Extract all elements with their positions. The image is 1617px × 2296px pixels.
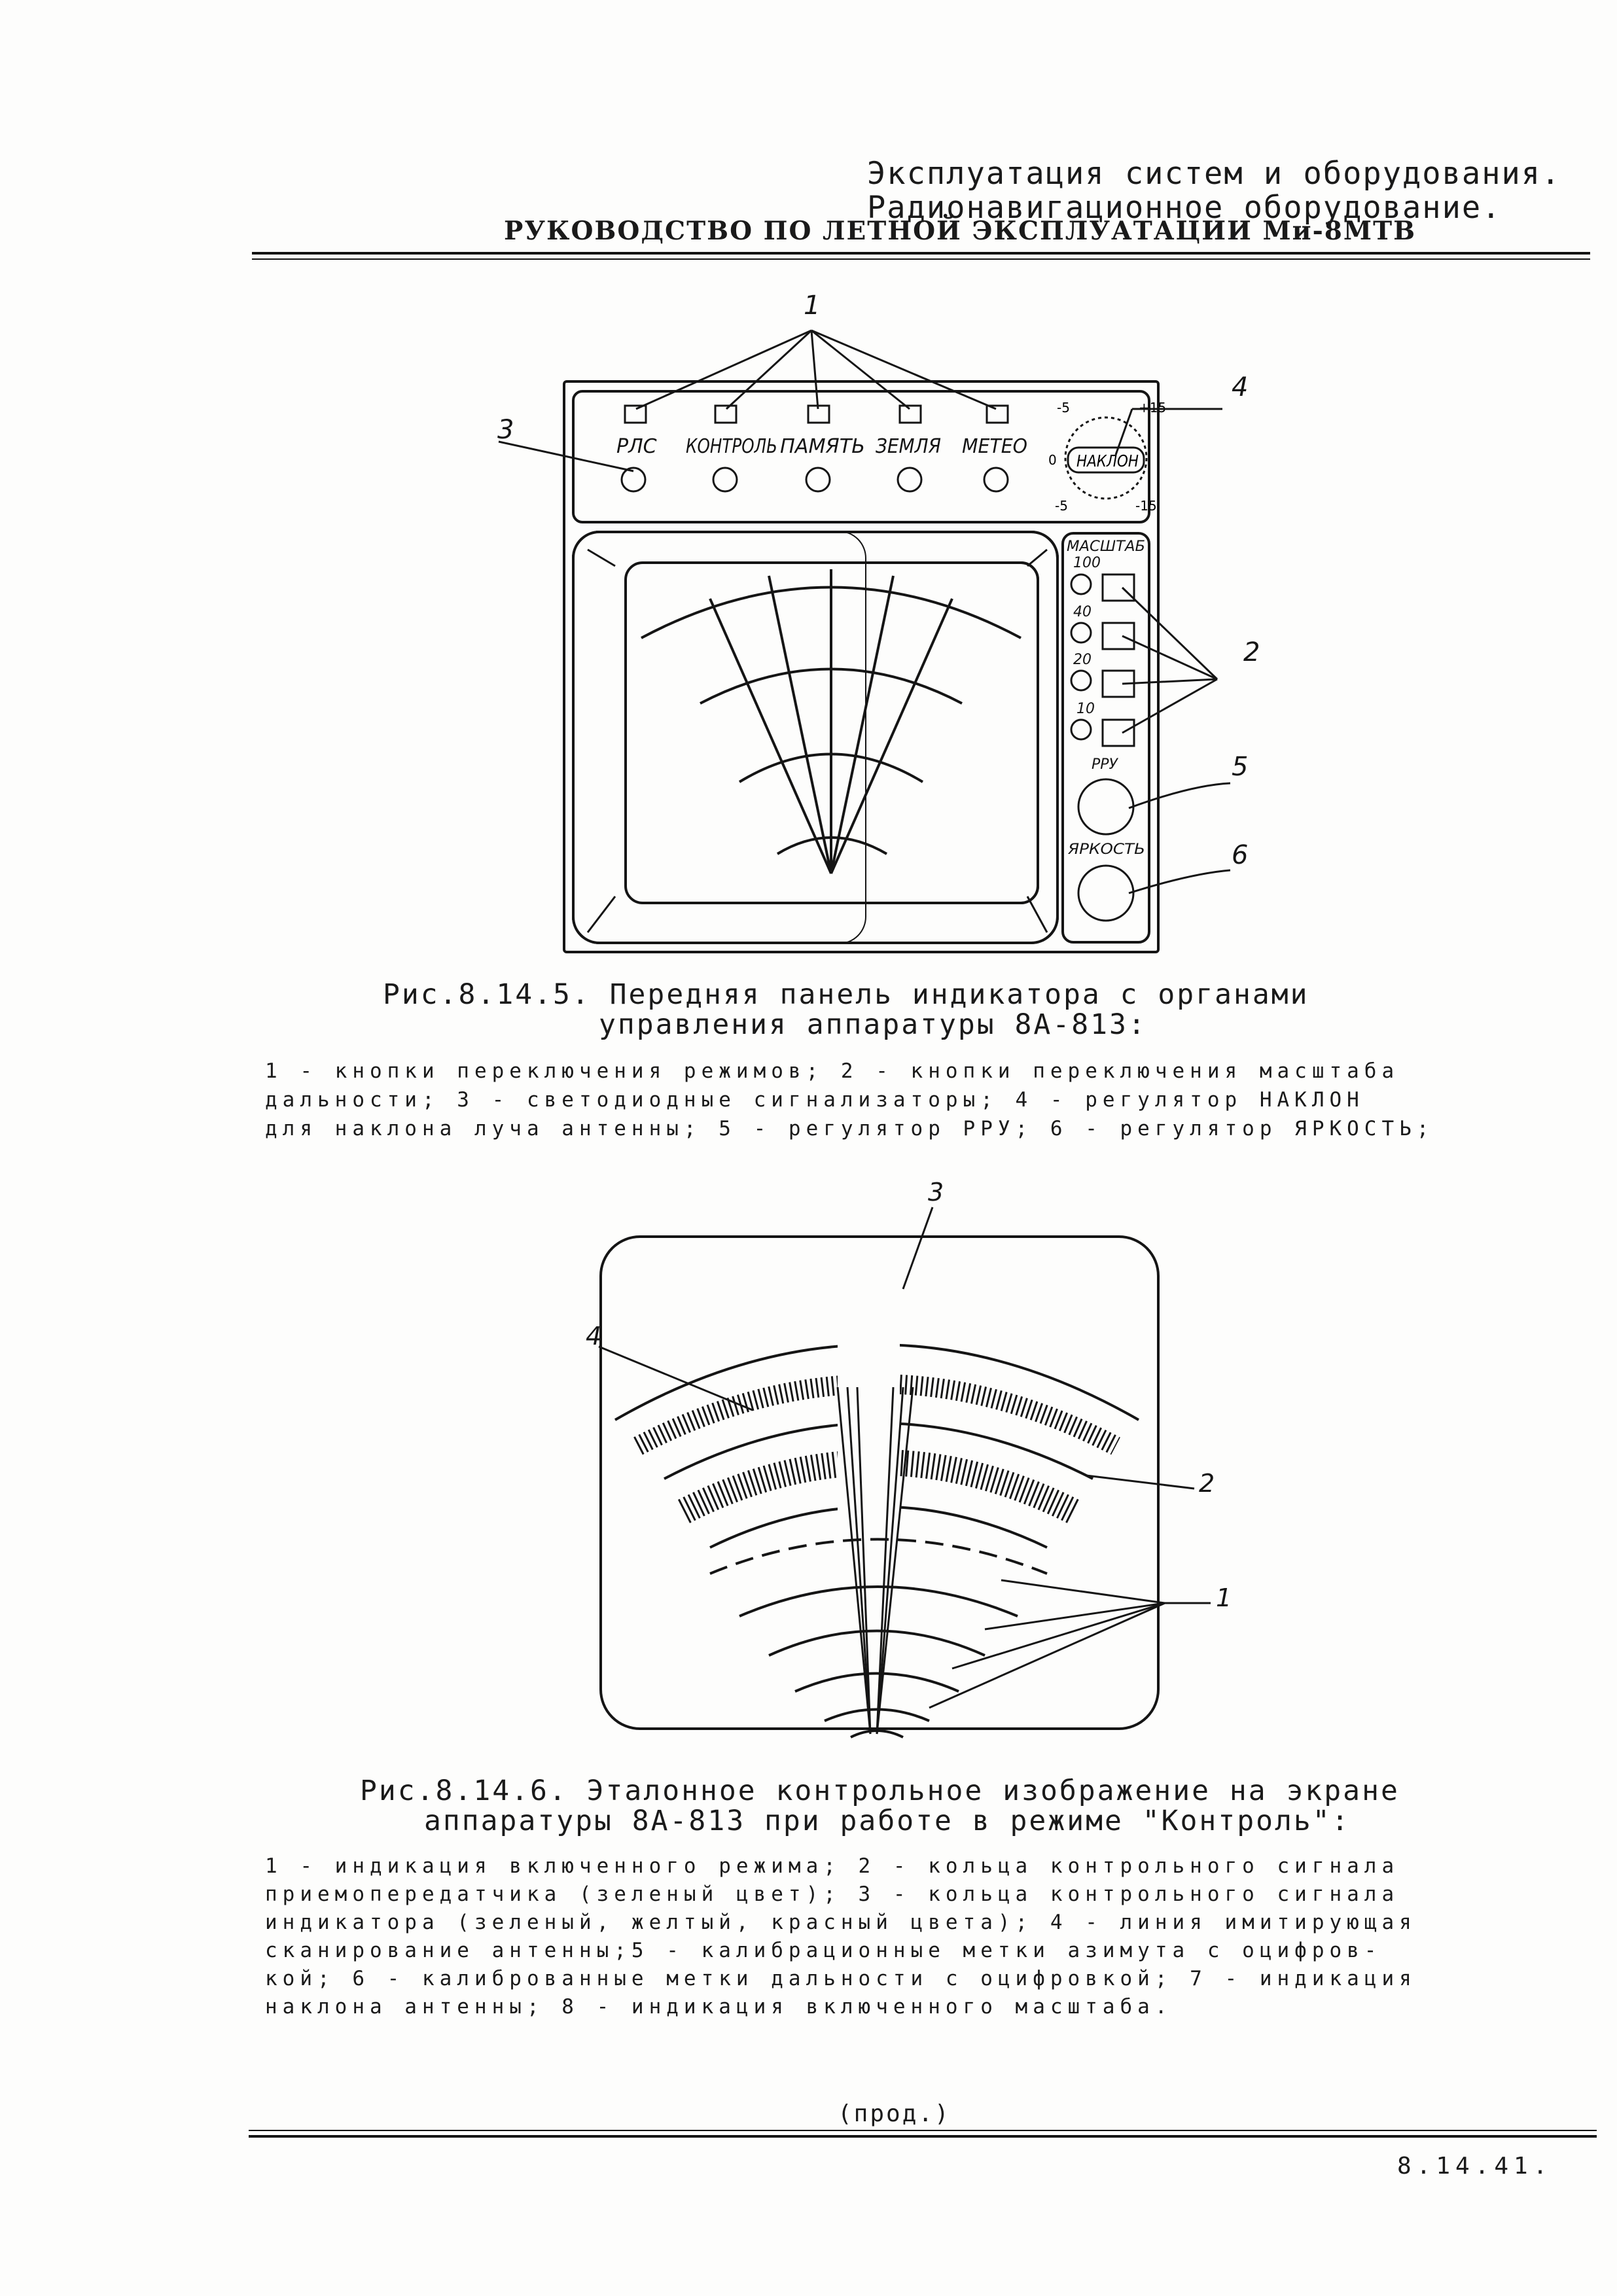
led-meteo	[984, 468, 1008, 491]
figure2-caption-line2: аппаратуры 8А-813 при работе в режиме "Контроль":	[424, 1805, 1351, 1837]
callout-6: 6	[1232, 840, 1249, 870]
header-rule-bottom	[252, 258, 1590, 260]
tilt-scale-bottom-left: -5	[1055, 498, 1068, 514]
figure2-legend-line2: приемопередатчика (зеленый цвет); 3 - кольца контрольного сигнала	[265, 1882, 1400, 1906]
footer-rule-bottom	[249, 2135, 1597, 2138]
mode-label-pamyat: ПАМЯТЬ	[780, 435, 865, 458]
figure2-legend-line5: кой; 6 - калиброванные метки дальности с оцифровкой; 7 - индикация	[265, 1967, 1417, 1990]
scale-value-10: 10	[1076, 701, 1095, 717]
figure2-legend-line3: индикатора (зеленый, желтый, красный цвета); 4 - линия имитирующая	[265, 1911, 1417, 1934]
led-rls	[622, 468, 645, 491]
led-kontrol	[713, 468, 737, 491]
scale-led-40	[1071, 623, 1091, 643]
mode-button-rls[interactable]	[625, 406, 646, 423]
brightness-label: ЯРКОСТЬ	[1067, 841, 1145, 858]
figure-control-image	[550, 1171, 1256, 1747]
led-pamyat	[806, 468, 830, 491]
callout-1: 1	[804, 291, 821, 321]
continued-note: (прод.)	[838, 2100, 951, 2127]
tilt-label: НАКЛОН	[1076, 451, 1139, 470]
header-subsection-title: Радионавигационное оборудование.	[867, 190, 1502, 226]
scale-value-100: 100	[1073, 555, 1101, 571]
scale-value-40: 40	[1073, 604, 1092, 620]
scale-led-100	[1071, 574, 1091, 594]
scale-led-20	[1071, 671, 1091, 690]
figure1-caption-line2: управления аппаратуры 8А-813:	[599, 1008, 1147, 1041]
tilt-scale-top-right: +15	[1139, 400, 1167, 415]
mode-button-meteo[interactable]	[987, 406, 1008, 423]
fig2-callout-2: 2	[1199, 1469, 1215, 1498]
callout-5: 5	[1232, 752, 1249, 782]
figure1-caption-line1: Рис.8.14.5. Передняя панель индикатора с органами	[383, 978, 1309, 1011]
figure2-legend-line1: 1 - индикация включенного режима; 2 - кольца контрольного сигнала	[265, 1854, 1400, 1878]
scale-button-10[interactable]	[1103, 720, 1134, 746]
callout-3: 3	[497, 415, 514, 445]
mode-label-meteo: МЕТЕО	[962, 435, 1027, 458]
tilt-scale-zero: 0	[1048, 452, 1057, 468]
fig2-callout-4: 4	[586, 1322, 602, 1351]
figure2-legend-line4: сканирование антенны;5 - калибрационные метки азимута с оцифров-	[265, 1939, 1382, 1962]
led-zemlya	[898, 468, 921, 491]
scale-value-20: 20	[1073, 652, 1092, 668]
mode-label-kontrol: КОНТРОЛЬ	[686, 435, 777, 458]
figure-indicator-panel	[458, 288, 1309, 962]
scale-led-10	[1071, 720, 1091, 739]
figure2-legend-line6: наклона антенны; 8 - индикация включенного масштаба.	[265, 1995, 1173, 2019]
mode-label-zemlya: ЗЕМЛЯ	[876, 435, 942, 458]
brightness-knob[interactable]	[1078, 866, 1133, 921]
figure1-legend-line1: 1 - кнопки переключения режимов; 2 - кнопки переключения масштаба	[265, 1059, 1400, 1083]
fig2-callout-3: 3	[928, 1178, 944, 1207]
mode-label-rls: РЛС	[616, 435, 657, 458]
tilt-scale-bottom-right: -15	[1135, 498, 1157, 514]
scale-button-100[interactable]	[1103, 574, 1134, 601]
callout-2: 2	[1243, 637, 1260, 667]
callout-4: 4	[1232, 372, 1249, 402]
scale-button-40[interactable]	[1103, 623, 1134, 649]
footer-rule-top	[249, 2130, 1597, 2131]
page-number: 8.14.41.	[1397, 2153, 1553, 2180]
rru-label: РРУ	[1092, 756, 1118, 773]
figure1-legend-line2: дальности; 3 - светодиодные сигнализаторы; 4 - регулятор НАКЛОН	[265, 1088, 1364, 1112]
fig2-callout-1: 1	[1216, 1583, 1232, 1612]
header-manual-title: РУКОВОДСТВО ПО ЛЕТНОЙ ЭКСПЛУАТАЦИИ Ми-8МТВ	[504, 216, 1417, 246]
header-section-title: Эксплуатация систем и оборудования.	[867, 156, 1561, 192]
figure1-legend-line3: для наклона луча антенны; 5 - регулятор РРУ; 6 - регулятор ЯРКОСТЬ;	[265, 1117, 1434, 1140]
header-rule-top	[252, 252, 1590, 255]
figure2-caption-line1: Рис.8.14.6. Эталонное контрольное изображение на экране	[360, 1775, 1400, 1807]
rru-knob[interactable]	[1078, 779, 1133, 834]
tilt-scale-top-left: -5	[1057, 400, 1070, 415]
mode-button-zemlya[interactable]	[900, 406, 921, 423]
scale-title: МАСШТАБ	[1067, 539, 1145, 555]
